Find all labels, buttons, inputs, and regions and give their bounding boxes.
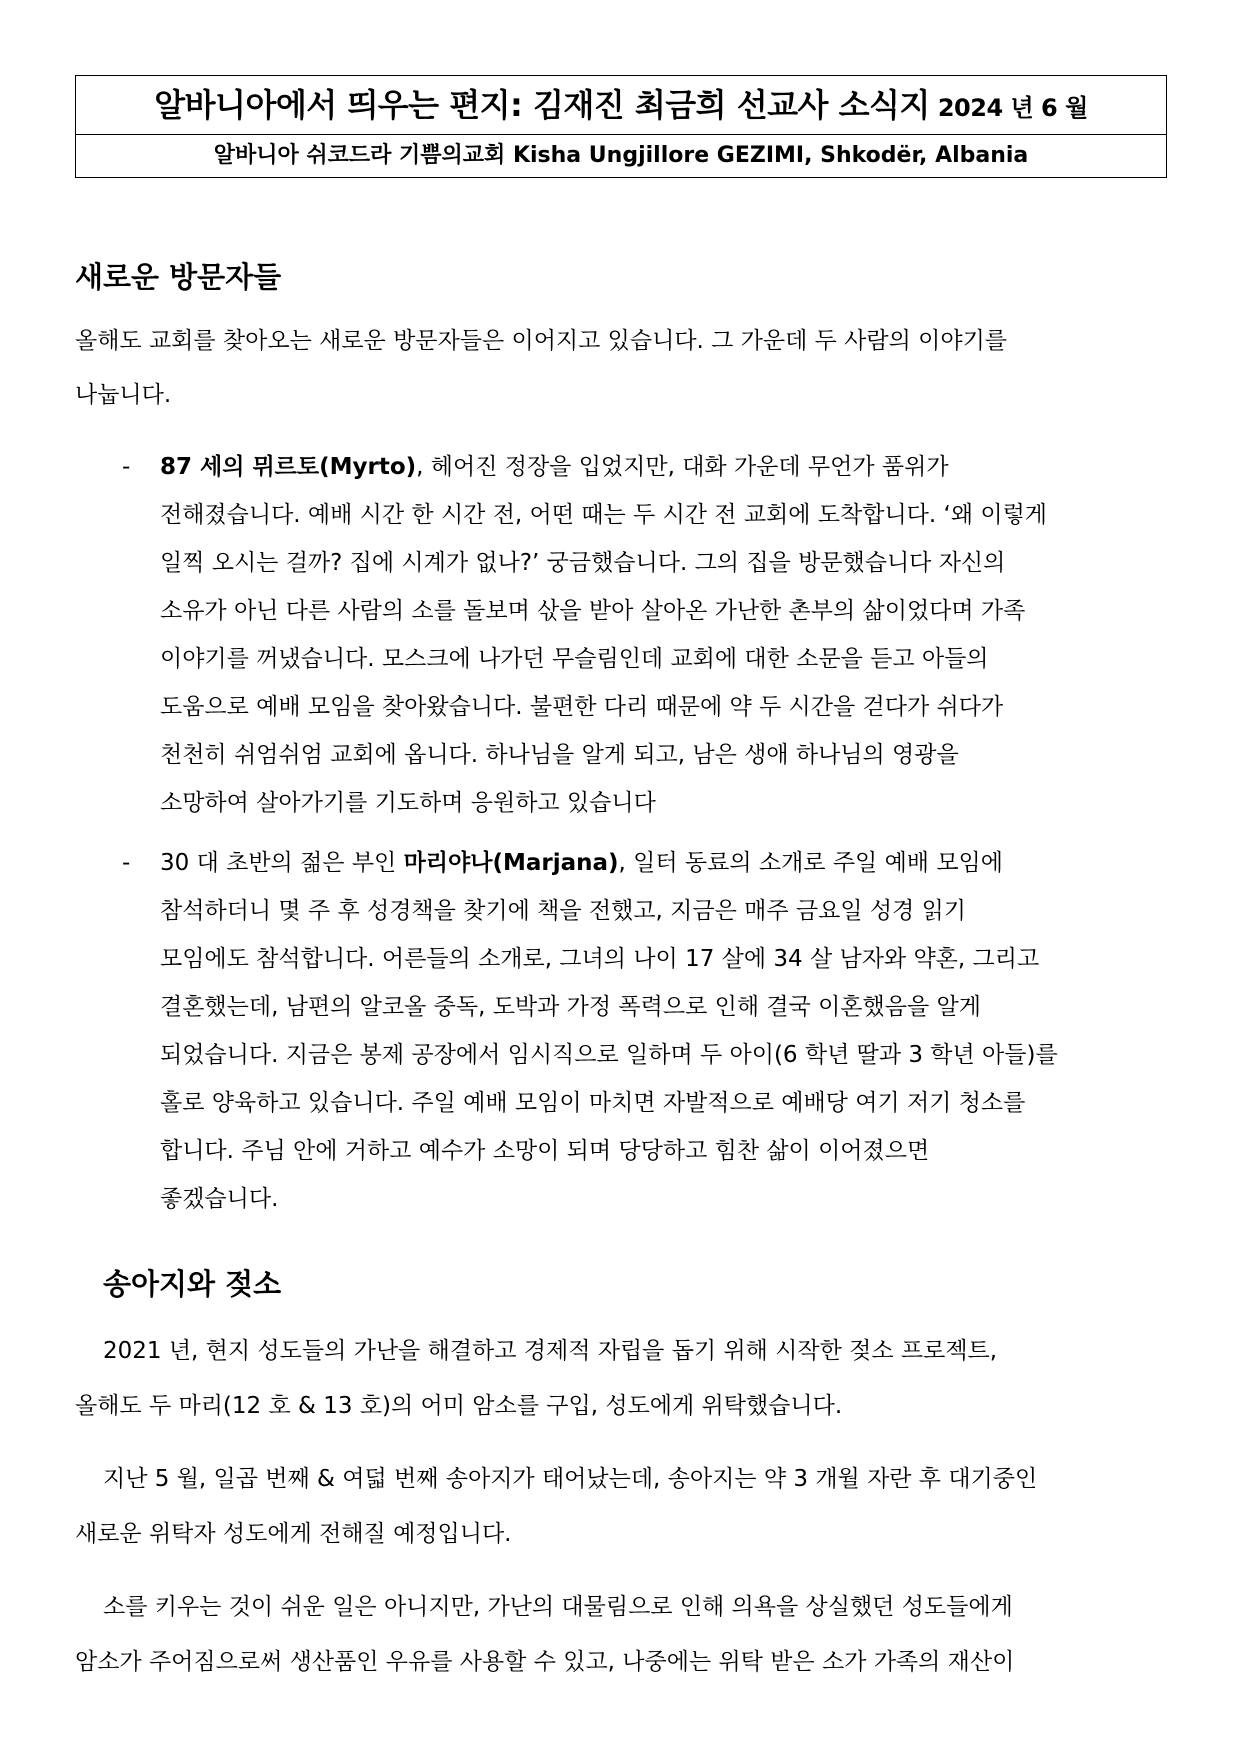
issue-date: 2024 년 6 월 [937, 94, 1088, 122]
paragraph-line: 2021 년, 현지 성도들의 가난을 해결하고 경제적 자립을 돕기 위해 시작한 젖소 프로젝트, [103, 1338, 998, 1364]
item-text: , 일터 동료의 소개로 주일 예배 모임에 [618, 850, 1003, 876]
list-item-line [160, 452, 949, 482]
list-item-line: 이야기를 꺼냈습니다. 모스크에 나가던 무슬림인데 교회에 대한 소문을 듣고 아들의 [160, 646, 989, 672]
list-item-line: 모임에도 참석합니다. 어른들의 소개로, 그녀의 나이 17 살에 34 살 남자와 약혼, 그리고 [160, 946, 1040, 972]
list-item-line: 전해졌습니다. 예배 시간 한 시간 전, 어떤 때는 두 시간 전 교회에 도착합니다. ‘왜 이렇게 [160, 502, 1048, 528]
paragraph-line: 올해도 두 마리(12 호 & 13 호)의 어미 암소를 구입, 성도에게 위탁했습니다. [75, 1393, 843, 1419]
list-bullet: - [122, 454, 131, 480]
church-name: 알바니아 쉬코드라 기쁨의교회 Kisha Ungjillore GEZIMI, Shkodër, Albania [213, 143, 1029, 168]
list-item-line: 소유가 아닌 다른 사람의 소를 돌보며 삯을 받아 살아온 가난한 촌부의 삶이었다며 가족 [160, 598, 1026, 624]
newsletter-title [76, 76, 1166, 135]
paragraph-line: 새로운 위탁자 성도에게 전해질 예정입니다. [75, 1521, 512, 1547]
paragraph-line: 지난 5 월, 일곱 번째 & 여덟 번째 송아지가 태어났는데, 송아지는 약 3 개월 자란 후 대기중인 [103, 1466, 1038, 1492]
list-item-line: 일찍 오시는 걸까? 집에 시계가 없나?’ 궁금했습니다. 그의 집을 방문했습니다 자신의 [160, 550, 1006, 576]
list-item-line: 결혼했는데, 남편의 알코올 중독, 도박과 가정 폭력으로 인해 결국 이혼했음을 알게 [160, 994, 981, 1020]
item-text: , 헤어진 정장을 입었지만, 대화 가운데 무언가 품위가 [416, 454, 949, 480]
list-bullet: - [122, 850, 131, 876]
person-name: 87 세의 뮈르토(Myrto) [160, 454, 417, 480]
paragraph-line: 소를 키우는 것이 쉬운 일은 아니지만, 가난의 대물림으로 인해 의욕을 상실했던 성도들에게 [103, 1594, 1013, 1620]
intro-line-2: 나눕니다. [75, 382, 172, 408]
section-heading-visitors: 새로운 방문자들 [75, 260, 282, 294]
person-name: 마리야나(Marjana) [403, 850, 619, 876]
newsletter-header [75, 75, 1167, 178]
list-item-line: 홀로 양육하고 있습니다. 주일 예배 모임이 마치면 자발적으로 예배당 여기 저기 청소를 [160, 1090, 1026, 1116]
paragraph-line: 암소가 주어짐으로써 생산품인 우유를 사용할 수 있고, 나중에는 위탁 받은 소가 가족의 재산이 [75, 1649, 1015, 1675]
title-text: 알바니아에서 띄우는 편지: 김재진 최금희 선교사 소식지 [154, 86, 930, 124]
list-item-line [160, 848, 1003, 878]
intro-line-1: 올해도 교회를 찾아오는 새로운 방문자들은 이어지고 있습니다. 그 가운데 두 사람의 이야기를 [75, 328, 1008, 354]
list-item-line: 도움으로 예배 모임을 찾아왔습니다. 불편한 다리 때문에 약 두 시간을 걷다가 쉬다가 [160, 694, 1004, 720]
list-item-line: 천천히 쉬엄쉬엄 교회에 옵니다. 하나님을 알게 되고, 남은 생애 하나님의 영광을 [160, 742, 959, 768]
list-item-line: 되었습니다. 지금은 봉제 공장에서 임시직으로 일하며 두 아이(6 학년 딸과 3 학년 아들)를 [160, 1042, 1058, 1068]
list-item-line: 참석하더니 몇 주 후 성경책을 찾기에 책을 전했고, 지금은 매주 금요일 성경 읽기 [160, 898, 967, 924]
list-item-line: 합니다. 주님 안에 거하고 예수가 소망이 되며 당당하고 힘찬 삶이 이어졌으면 [160, 1138, 930, 1164]
list-item-line: 소망하여 살아가기를 기도하며 응원하고 있습니다 [160, 790, 656, 816]
list-item-line: 좋겠습니다. [160, 1186, 279, 1212]
section-heading-calves: 송아지와 젖소 [103, 1267, 282, 1301]
item-text: 30 대 초반의 젊은 부인 [160, 850, 404, 876]
